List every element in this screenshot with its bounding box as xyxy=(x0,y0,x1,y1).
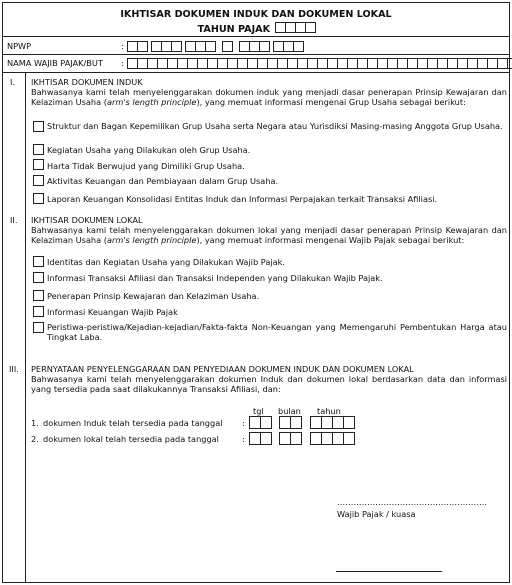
master-file-date-colon: : xyxy=(242,418,245,428)
section-1-item-4-checkbox[interactable] xyxy=(33,175,44,186)
section-3-heading: PERNYATAAN PENYELENGGARAAN DAN PENYEDIAAN DOKUMEN INDUK DAN DOKUMEN LOKAL xyxy=(31,364,414,374)
section-1-item-3-label: Harta Tidak Berwujud yang Dimiliki Grup Usaha. xyxy=(47,161,245,171)
section-1-item-5-label: Laporan Keuangan Konsolidasi Entitas Induk dan Informasi Perpajakan terkait Transaksi Afiliasi. xyxy=(47,194,438,204)
form-title: IKHTISAR DOKUMEN INDUK DAN DOKUMEN LOKAL xyxy=(120,9,392,20)
signature-line[interactable] xyxy=(336,571,442,572)
master-file-month-boxes[interactable] xyxy=(279,416,302,429)
section-2-item-4-label: Informasi Keuangan Wajib Pajak xyxy=(47,307,178,317)
tax-year-label: TAHUN PAJAK xyxy=(197,24,271,35)
identity-divider xyxy=(3,72,509,73)
signature-label: Wajib Pajak / kuasa xyxy=(337,509,416,519)
section-3-intro: Bahwasanya kami telah menyelenggarakan dokumen Induk dan dokumen lokal berdasarkan data dan informasi yang tersedia pada saat dilakukannya Transaksi Afiliasi, dan: xyxy=(31,374,507,395)
tax-year-boxes[interactable] xyxy=(275,22,316,33)
local-file-date-number: 2. xyxy=(31,434,39,444)
section-2-item-3-checkbox[interactable] xyxy=(33,290,44,301)
date-header-day: tgl xyxy=(253,406,264,416)
section-1-item-1-label: Struktur dan Bagan Kepemilikan Grup Usaha serta Negara atau Yurisdiksi Masing-masing Anggota Grup Usaha. xyxy=(47,121,503,131)
section-1-heading: IKHTISAR DOKUMEN INDUK xyxy=(31,77,143,87)
section-2-item-4-checkbox[interactable] xyxy=(33,306,44,317)
npwp-label: NPWP xyxy=(7,41,32,51)
section-1-item-3-checkbox[interactable] xyxy=(33,159,44,170)
section-2-item-2-checkbox[interactable] xyxy=(33,272,44,283)
section-2-item-2-label: Informasi Transaksi Afiliasi dan Transaksi Independen yang Dilakukan Wajib Pajak. xyxy=(47,273,383,283)
master-file-year-boxes[interactable] xyxy=(310,416,355,429)
section-1-item-2-label: Kegiatan Usaha yang Dilakukan oleh Grup Usaha. xyxy=(47,145,251,155)
section-2-heading: IKHTISAR DOKUMEN LOKAL xyxy=(31,215,143,225)
taxpayer-name-label: NAMA WAJIB PAJAK/BUT xyxy=(7,58,103,68)
date-header-month: bulan xyxy=(278,406,301,416)
date-header-year: tahun xyxy=(317,406,341,416)
tax-year-row xyxy=(3,21,509,35)
master-file-date-label: dokumen Induk telah tersedia pada tanggal xyxy=(43,418,223,428)
section-1-item-5-checkbox[interactable] xyxy=(33,193,44,204)
npwp-group-6[interactable] xyxy=(273,41,304,52)
taxpayer-name-char-box[interactable] xyxy=(507,58,512,69)
npwp-group-5[interactable] xyxy=(239,41,270,52)
section-2-item-5-label: Peristiwa-peristiwa/Kejadian-kejadian/Fakta-fakta Non-Keuangan yang Memengaruhi Pembentukan Harga atau Tingkat Laba. xyxy=(47,322,507,343)
section-1-item-4-label: Aktivitas Keuangan dan Pembiayaan dalam Grup Usaha. xyxy=(47,176,279,186)
npwp-group-1[interactable] xyxy=(127,41,148,52)
section-2-item-5-checkbox[interactable] xyxy=(33,322,44,333)
local-file-date-label: dokumen lokal telah tersedia pada tanggal xyxy=(43,434,219,444)
section-2-item-3-label: Penerapan Prinsip Kewajaran dan Kelaziman Usaha. xyxy=(47,291,260,301)
section-2-item-1-label: Identitas dan Kegiatan Usaha yang Dilakukan Wajib Pajak. xyxy=(47,257,285,267)
npwp-group-4[interactable] xyxy=(222,41,233,52)
npwp-divider xyxy=(3,54,509,55)
taxpayer-name-boxes[interactable] xyxy=(127,58,512,69)
section-3-number: III. xyxy=(9,364,19,374)
section-1-number: I. xyxy=(10,77,16,87)
section-1-intro: Bahwasanya kami telah menyelenggarakan dokumen induk yang menjadi dasar penerapan Prinsip Kewajaran dan Kelaziman Usaha (arm's length principle), yang memuat informasi mengenai Grup Usaha sebagai berikut: xyxy=(31,87,507,108)
number-column-divider xyxy=(25,72,26,582)
npwp-group-2[interactable] xyxy=(151,41,182,52)
npwp-colon: : xyxy=(121,41,124,51)
local-file-year-boxes[interactable] xyxy=(310,432,355,445)
local-file-date-colon: : xyxy=(242,434,245,444)
section-1-item-2-checkbox[interactable] xyxy=(33,144,44,155)
npwp-group-3[interactable] xyxy=(185,41,216,52)
local-file-day-boxes[interactable] xyxy=(249,432,272,445)
taxpayer-name-colon: : xyxy=(121,58,124,68)
section-2-item-1-checkbox[interactable] xyxy=(33,256,44,267)
local-file-month-boxes[interactable] xyxy=(279,432,302,445)
signature-dotted-line: ………………………………………………. xyxy=(337,497,487,507)
summary-form xyxy=(2,2,510,583)
header-divider xyxy=(3,36,509,37)
section-2-intro: Bahwasanya kami telah menyelenggarakan dokumen lokal yang menjadi dasar penerapan Prinsip Kewajaran dan Kelaziman Usaha (arm's length principle), yang memuat informasi mengenai Wajib Pajak sebagai berikut: xyxy=(31,225,507,246)
section-2-number: II. xyxy=(10,215,18,225)
master-file-day-boxes[interactable] xyxy=(249,416,272,429)
section-1-item-1-checkbox[interactable] xyxy=(33,121,44,132)
master-file-date-number: 1. xyxy=(31,418,39,428)
